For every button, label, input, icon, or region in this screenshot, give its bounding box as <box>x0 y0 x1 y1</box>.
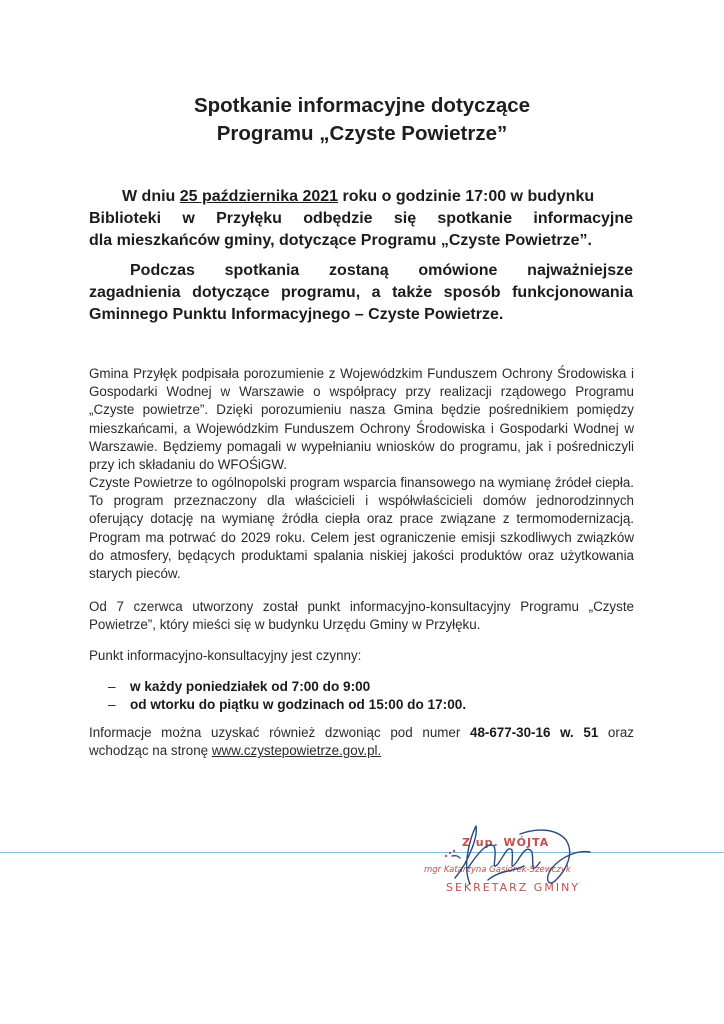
title-line-2: Programu „Czyste Powietrze” <box>216 122 508 145</box>
announcement-line-1 <box>89 186 633 208</box>
contact-text: oraz wchodząc na stronę <box>89 725 634 759</box>
contact-paragraph <box>89 724 634 760</box>
announcement-paragraph-2 <box>89 260 633 326</box>
phone-number: 48-677-30-16 w. 51 <box>470 725 599 740</box>
announcement-line-6: Gminnego Punktu Informacyjnego – Czyste Powietrze. <box>89 306 504 323</box>
footer-divider <box>0 852 724 853</box>
body-paragraph-2: Czyste Powietrze to ogólnopolski program wsparcia finansowego na wymianę źródeł ciepła. To program przeznaczony dla właścicieli i współwłaścicieli domów jednorodzinnych oferujący dotację na wymianę źródła ciepła oraz prace związane z termomodernizacją. Program ma potrwać do 2029 roku. Celem jest ograniczenie emisji szkodliwych związków do atmosfery, będących produktami spalania niskiej jakości produktów oraz użytkowania starych pieców. <box>89 475 634 582</box>
meeting-date: 25 października 2021 <box>179 188 339 205</box>
opening-hours-item-2 <box>108 696 466 714</box>
body-paragraph-4: Punkt informacyjno-konsultacyjny jest czynny: <box>89 648 362 663</box>
stamp-name: mgr Katarzyna Gąsiorek-Szewczyk <box>424 865 571 875</box>
announcement-text: roku o godzinie 17:00 w budynku <box>338 188 595 205</box>
announcement-line-5: zagadnienia dotyczące programu, a także sposób funkcjonowania <box>89 284 633 301</box>
stamp-authority: Z up. WÓJTA <box>462 836 550 849</box>
page-title <box>0 92 724 148</box>
bullet-dash: – <box>108 697 116 712</box>
bullet-text: od wtorku do piątku w godzinach od 15:00 do 17:00. <box>130 697 467 712</box>
announcement-line-4: Podczas spotkania zostaną omówione najważniejsze <box>130 262 633 279</box>
title-line-1: Spotkanie informacyjne dotyczące <box>193 94 531 117</box>
announcement-line-2: Biblioteki w Przyłęku odbędzie się spotkanie informacyjne <box>89 210 633 227</box>
website-link[interactable]: www.czystepowietrze.gov.pl. <box>211 743 382 759</box>
announcement-paragraph-1 <box>89 186 633 252</box>
announcement-line-3: dla mieszkańców gminy, dotyczące Programu „Czyste Powietrze”. <box>89 232 592 249</box>
stamp-role: SEKRETARZ GMINY <box>446 881 581 894</box>
bullet-dash: – <box>108 679 116 694</box>
body-paragraph-3: Od 7 czerwca utworzony został punkt informacyjno-konsultacyjny Programu „Czyste Powietrze”, który mieści się w budynku Urzędu Gminy w Przyłęku. <box>89 599 634 633</box>
contact-text: Informacje można uzyskać również dzwoniąc pod numer <box>89 725 470 740</box>
announcement-text: W dniu <box>122 188 180 205</box>
bullet-text: w każdy poniedziałek od 7:00 do 9:00 <box>130 679 371 694</box>
body-paragraph-1: Gmina Przyłęk podpisała porozumienie z Wojewódzkim Funduszem Ochrony Środowiska i Gospodarki Wodnej w Warszawie o współpracy przy realizacji rządowego Programu „Czyste powietrze”. Dzięki porozumieniu nasza Gmina będzie pośrednikiem pomiędzy mieszkańcami, a Wojewódzkim Funduszem Ochrony Środowiska i Gospodarki Wodnej w Warszawie. Będziemy pomagali w wypełnianiu wniosków do programu, jak i pośredniczyli przy ich składaniu do WFOŚiGW. <box>89 366 634 473</box>
opening-hours-item-1 <box>108 678 370 696</box>
